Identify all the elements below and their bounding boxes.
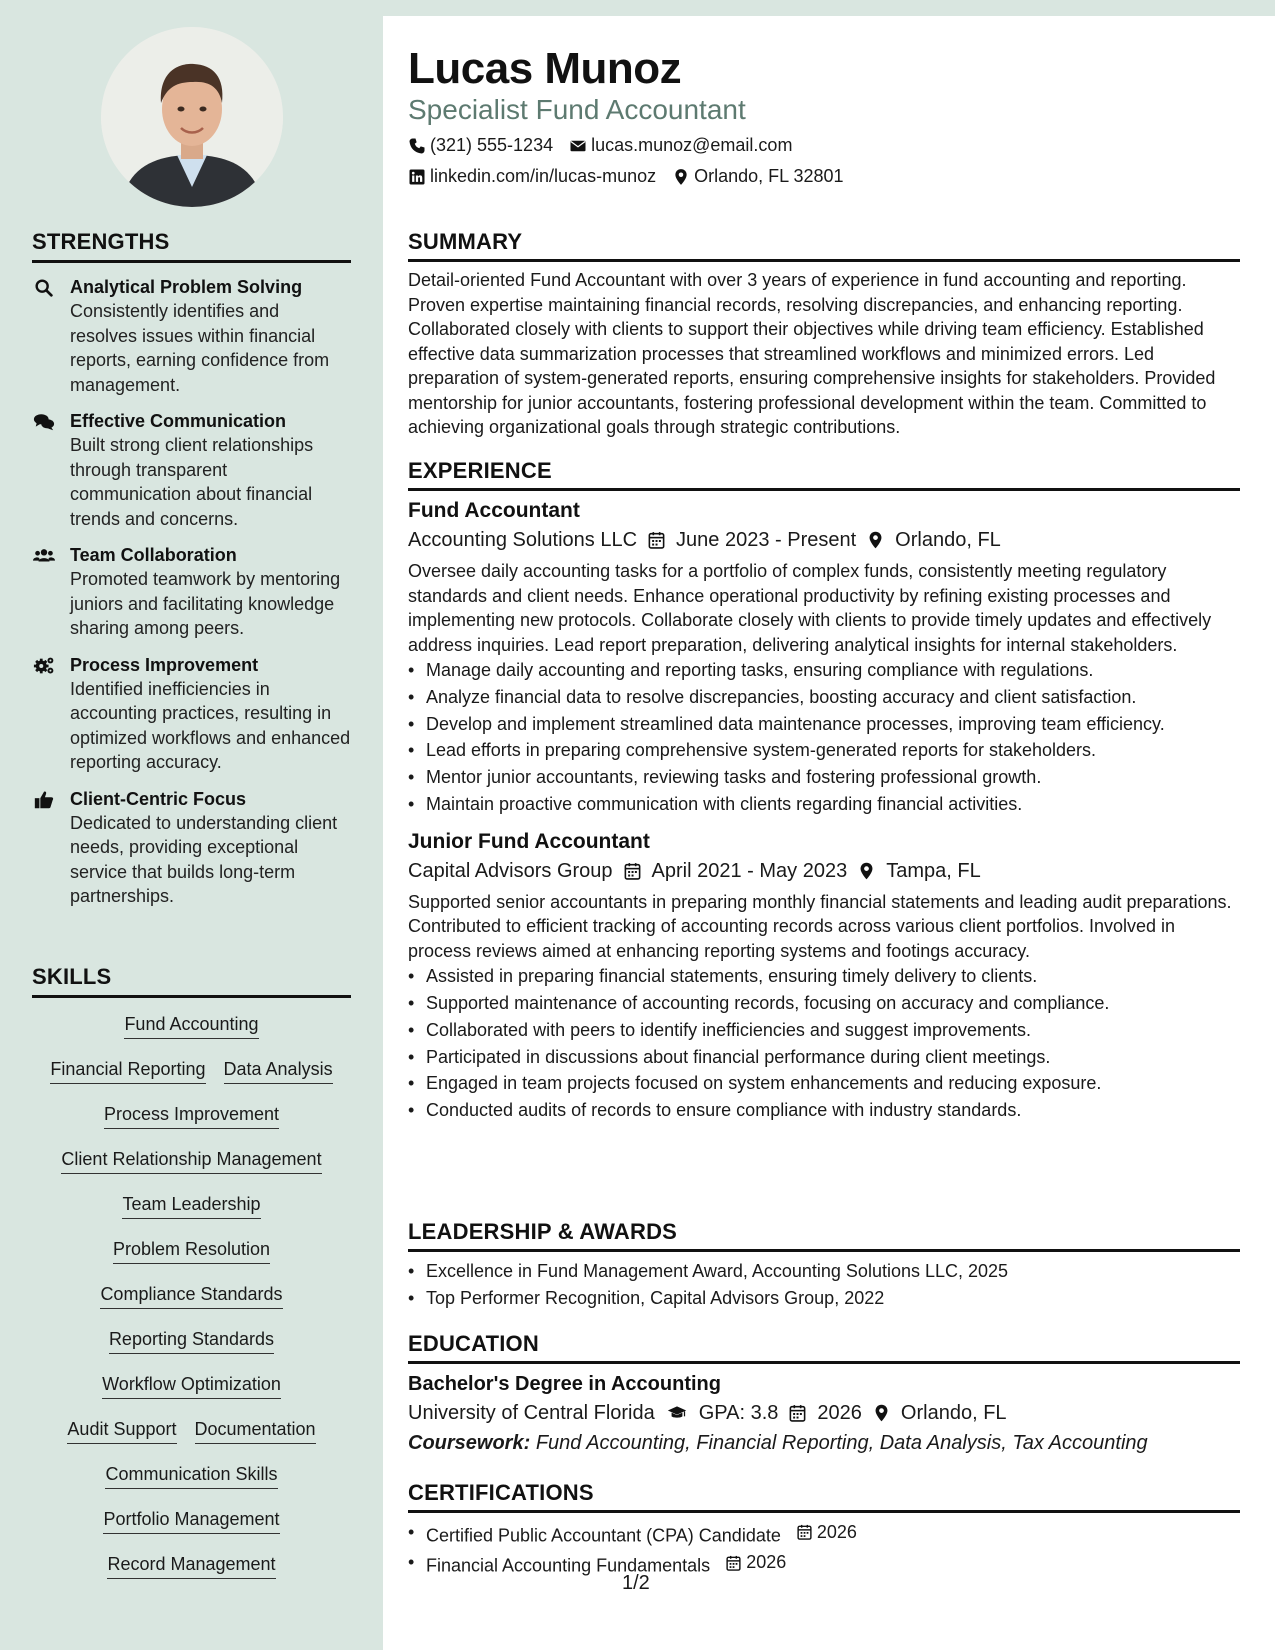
certification-name: Financial Accounting Fundamentals (426, 1555, 711, 1576)
summary-heading: SUMMARY (408, 229, 1240, 262)
coursework-text: Fund Accounting, Financial Reporting, Data Analysis, Tax Accounting (535, 1432, 1148, 1454)
job-company: Capital Advisors Group (408, 859, 613, 882)
envelope-icon (569, 137, 587, 155)
skill-tag: Documentation (195, 1417, 316, 1444)
award-item: • Top Performer Recognition, Capital Advisors Group, 2022 (408, 1285, 1240, 1312)
map-pin-icon (857, 861, 876, 881)
bullet-item: • Analyze financial data to resolve discrepancies, boosting accuracy and client satisfaction. (408, 684, 1240, 711)
job-meta (408, 856, 1240, 886)
skill-tag: Team Leadership (122, 1192, 260, 1219)
candidate-title: Specialist Fund Accountant (408, 94, 746, 125)
strength-title: Team Collaboration (70, 545, 237, 565)
skill-tag: Process Improvement (104, 1102, 279, 1129)
job-entry (408, 828, 1240, 1124)
certification-name: Certified Public Accountant (CPA) Candidate (426, 1525, 781, 1546)
calendar-icon (623, 861, 642, 881)
coursework (408, 1428, 1240, 1458)
calendar-icon (788, 1403, 807, 1423)
education-section (408, 1331, 1240, 1458)
skills-heading: SKILLS (32, 964, 351, 998)
comments-icon (32, 411, 56, 433)
skill-tag: Financial Reporting (50, 1057, 205, 1084)
certification-item (408, 1549, 1240, 1579)
skill-tag: Workflow Optimization (102, 1372, 281, 1399)
calendar-icon (647, 530, 666, 550)
skill-tag: Problem Resolution (113, 1237, 270, 1264)
bullet-item: • Supported maintenance of accounting records, focusing on accuracy and compliance. (408, 990, 1240, 1017)
skill-tag: Portfolio Management (103, 1507, 279, 1534)
linkedin-text: linkedin.com/in/lucas-munoz (430, 166, 657, 186)
profile-photo (101, 27, 283, 207)
education-location: Orlando, FL (900, 1402, 1007, 1424)
strength-desc: Built strong client relationships through transparent communication about financial trends and concerns. (70, 435, 314, 529)
job-meta (408, 525, 1240, 555)
education-meta (408, 1398, 1240, 1428)
skills-section (32, 964, 351, 1597)
skill-tag: Compliance Standards (100, 1282, 282, 1309)
strength-title: Client-Centric Focus (70, 788, 247, 809)
job-dates: April 2021 - May 2023 (651, 859, 848, 882)
strength-desc: Dedicated to understanding client needs, providing exceptional service that builds long-term partnerships. (70, 812, 338, 906)
certification-date (725, 1549, 786, 1576)
strength-item (32, 275, 351, 397)
contact-row-1 (408, 135, 792, 156)
awards-heading: LEADERSHIP & AWARDS (408, 1219, 1240, 1252)
skill-tag: Client Relationship Management (61, 1147, 321, 1174)
skill-tag: Fund Accounting (124, 1012, 258, 1039)
bullet-item: • Conducted audits of records to ensure compliance with industry standards. (408, 1097, 1240, 1124)
strengths-section (32, 229, 351, 909)
strength-item (32, 409, 351, 531)
experience-section (408, 458, 1240, 1124)
gears-icon (32, 655, 56, 677)
summary-section (408, 229, 1240, 440)
bullet-item: • Collaborated with peers to identify inefficiencies and suggest improvements. (408, 1017, 1240, 1044)
job-role: Fund Accountant (408, 499, 580, 522)
experience-heading: EXPERIENCE (408, 458, 1240, 491)
certifications-section (408, 1480, 1240, 1579)
awards-list (408, 1258, 1240, 1312)
bullet-item: • Participated in discussions about financial performance during client meetings. (408, 1044, 1240, 1071)
page-number: 1/2 (622, 1572, 650, 1594)
strengths-heading: STRENGTHS (32, 229, 351, 263)
location-contact (672, 166, 843, 187)
skill-tag: Reporting Standards (109, 1327, 274, 1354)
phone-contact (408, 135, 553, 156)
sidebar (0, 0, 383, 1650)
strength-desc: Identified inefficiencies in accounting practices, resulting in optimized workflows and enhanced reporting accuracy. (70, 678, 351, 772)
linkedin-contact[interactable] (408, 166, 656, 187)
skill-tag: Audit Support (67, 1417, 176, 1444)
linkedin-icon (408, 168, 426, 186)
job-description: Supported senior accountants in preparing monthly financial statements and leading audit preparations. Contributed to efficient tracking of accounting records across various client portfolios. Involved in process reviews aimed at enhancing reporting systems and footings accuracy. (408, 891, 1232, 961)
gpa: GPA: 3.8 (698, 1402, 779, 1424)
job-company: Accounting Solutions LLC (408, 529, 638, 551)
job-role: Junior Fund Accountant (408, 829, 650, 853)
search-icon (32, 277, 56, 299)
email-text: lucas.munoz@email.com (591, 135, 793, 155)
thumbs-up-icon (32, 789, 56, 811)
job-description: Oversee daily accounting tasks for a portfolio of complex funds, consistently meeting regulatory standards and client needs. Enhance operational productivity by refining existing processes and implementing new protocols. Collaborate closely with clients to provide timely updates and effectively address inquiries. Lead report preparation, delivering analytical insights for internal stakeholders. (408, 561, 1212, 655)
strength-title: Effective Communication (70, 411, 287, 431)
strength-item (32, 787, 351, 909)
map-pin-icon (872, 1403, 891, 1423)
graduation-year: 2026 (817, 1402, 862, 1424)
degree-title: Bachelor's Degree in Accounting (408, 1373, 721, 1395)
calendar-icon (796, 1523, 813, 1541)
strength-title: Process Improvement (70, 654, 259, 675)
skill-tag: Data Analysis (224, 1057, 333, 1084)
certifications-list (408, 1519, 1240, 1579)
job-dates: June 2023 - Present (676, 529, 857, 551)
strength-desc: Promoted teamwork by mentoring juniors and facilitating knowledge sharing among peers. (70, 569, 341, 638)
users-icon (32, 545, 56, 567)
map-pin-icon (672, 168, 690, 186)
graduation-cap-icon (665, 1403, 689, 1423)
coursework-label: Coursework: (408, 1432, 531, 1454)
school-name: University of Central Florida (408, 1402, 655, 1424)
phone-icon (408, 137, 426, 155)
skill-tag: Communication Skills (105, 1462, 277, 1489)
awards-section (408, 1219, 1240, 1312)
job-entry (408, 497, 1240, 818)
certification-year: 2026 (816, 1522, 857, 1542)
bullet-item: • Assisted in preparing financial statements, ensuring timely delivery to clients. (408, 963, 1240, 990)
bullet-item: • Engaged in team projects focused on system enhancements and reducing exposure. (408, 1070, 1240, 1097)
email-contact[interactable] (569, 135, 792, 156)
certification-year: 2026 (746, 1552, 787, 1573)
job-location: Orlando, FL (895, 529, 1001, 551)
strength-item (32, 653, 351, 775)
bullet-item: • Mentor junior accountants, reviewing tasks and fostering professional growth. (408, 764, 1240, 791)
certification-date (796, 1519, 857, 1546)
candidate-name: Lucas Munoz (408, 44, 682, 93)
award-item: • Excellence in Fund Management Award, Accounting Solutions LLC, 2025 (408, 1258, 1240, 1285)
strength-item (32, 543, 351, 641)
job-bullets (408, 963, 1240, 1124)
job-bullets (408, 657, 1240, 818)
strength-title: Analytical Problem Solving (70, 277, 303, 297)
bullet-item: • Lead efforts in preparing comprehensive system-generated reports for stakeholders. (408, 737, 1240, 764)
calendar-icon (725, 1554, 742, 1572)
bullet-item: • Develop and implement streamlined data maintenance processes, improving team efficiency. (408, 711, 1240, 738)
summary-text: Detail-oriented Fund Accountant with over 3 years of experience in fund accounting and reporting. Proven expertise maintaining financial records, resolving discrepancies, and enhancing reporting. Collaborated closely with clients to support their objectives while driving team efficiency. Established effective data summarization processes that streamlined workflows and minimized errors. Led preparation of system-generated reports, ensuring comprehensive insights for stakeholders. Provided mentorship for junior accountants, fostering professional development within the team. Committed to achieving organizational goals through strategic contributions. (408, 270, 1216, 437)
phone-text: (321) 555-1234 (430, 135, 554, 155)
contact-row-2 (408, 166, 844, 187)
location-text: Orlando, FL 32801 (694, 166, 844, 186)
bullet-item: • Manage daily accounting and reporting tasks, ensuring compliance with regulations. (408, 657, 1240, 684)
skill-tag: Record Management (107, 1552, 275, 1579)
skills-list (32, 1012, 351, 1597)
bullet-item: • Maintain proactive communication with clients regarding financial activities. (408, 791, 1240, 818)
job-location: Tampa, FL (886, 859, 981, 882)
strength-desc: Consistently identifies and resolves issues within financial reports, earning confidence from management. (70, 301, 330, 395)
map-pin-icon (866, 530, 885, 550)
certifications-heading: CERTIFICATIONS (408, 1480, 1240, 1513)
certification-item (408, 1519, 1240, 1549)
education-heading: EDUCATION (408, 1331, 1240, 1364)
